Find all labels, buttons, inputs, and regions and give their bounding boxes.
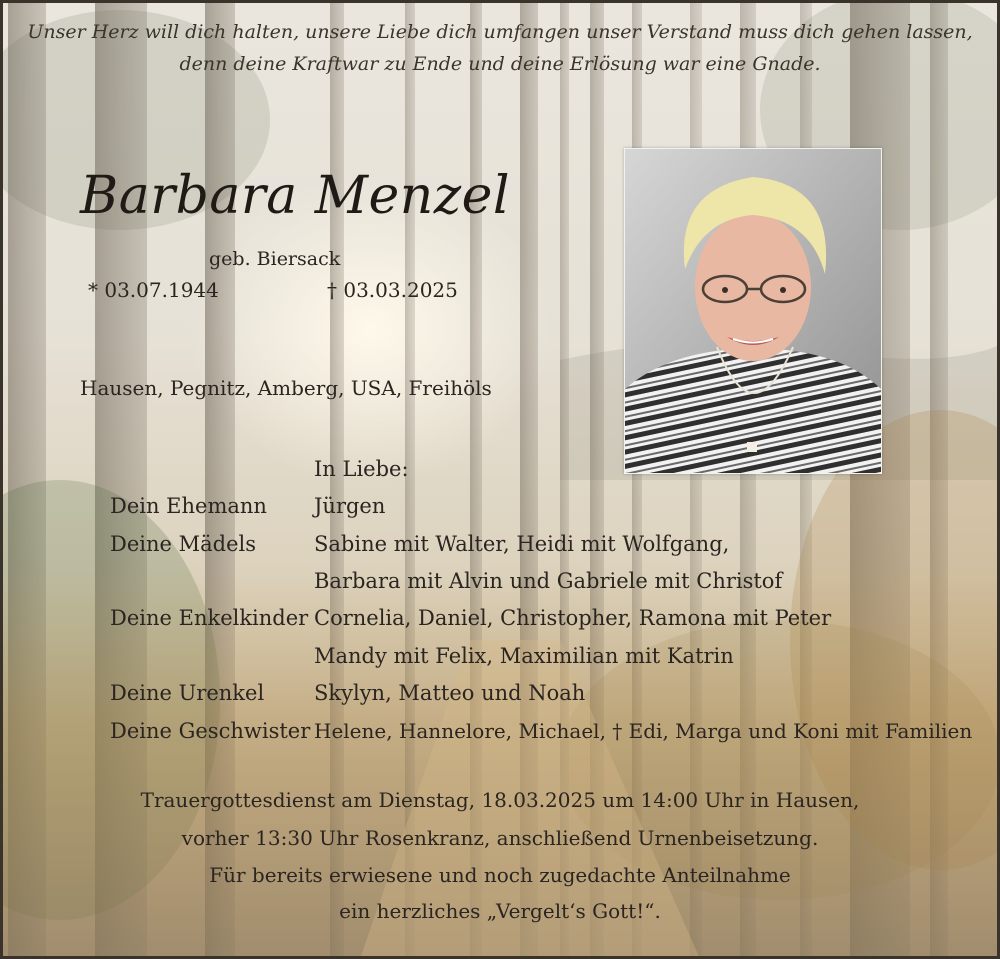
mourner-names: Sabine mit Walter, Heidi mit Wolfgang, <box>314 532 730 556</box>
mourner-label: Deine Geschwister <box>110 719 311 743</box>
maiden-name: geb. Biersack <box>209 248 341 270</box>
verse <box>0 16 1000 80</box>
mourner-label: Deine Urenkel <box>110 681 265 705</box>
service-line: Für bereits erwiesene und noch zugedachte Anteilnahme <box>209 863 791 887</box>
verse-line-2: denn deine Kraftwar zu Ende und deine Erlösung war eine Gnade. <box>179 53 821 75</box>
service-line: vorher 13:30 Uhr Rosenkranz, anschließend Urnenbeisetzung. <box>181 826 819 850</box>
mourner-names: Jürgen <box>314 494 386 518</box>
mourner-label: Deine Enkelkinder <box>110 606 309 630</box>
portrait-photo <box>624 148 882 474</box>
death-date: † 03.03.2025 <box>327 278 458 302</box>
mourners-intro: In Liebe: <box>314 457 409 481</box>
mourner-label: Dein Ehemann <box>110 494 267 518</box>
mourner-label: Deine Mädels <box>110 532 256 556</box>
verse-line-1: Unser Herz will dich halten, unsere Liebe dich umfangen unser Verstand muss dich gehen lassen, <box>27 21 973 43</box>
mourner-names: Helene, Hannelore, Michael, † Edi, Marga und Koni mit Familien <box>314 719 973 743</box>
service-line: Trauergottesdienst am Dienstag, 18.03.2025 um 14:00 Uhr in Hausen, <box>140 788 860 812</box>
mourner-names: Cornelia, Daniel, Christopher, Ramona mit Peter <box>314 606 832 630</box>
birth-date: * 03.07.1944 <box>88 278 219 302</box>
mourner-names: Barbara mit Alvin und Gabriele mit Christof <box>314 569 783 593</box>
places-of-life: Hausen, Pegnitz, Amberg, USA, Freihöls <box>80 376 492 400</box>
deceased-name: Barbara Menzel <box>80 166 511 226</box>
mourner-names: Skylyn, Matteo und Noah <box>314 681 586 705</box>
service-line: ein herzliches „Vergelt‘s Gott!“. <box>339 899 661 923</box>
mourner-names: Mandy mit Felix, Maximilian mit Katrin <box>314 644 734 668</box>
